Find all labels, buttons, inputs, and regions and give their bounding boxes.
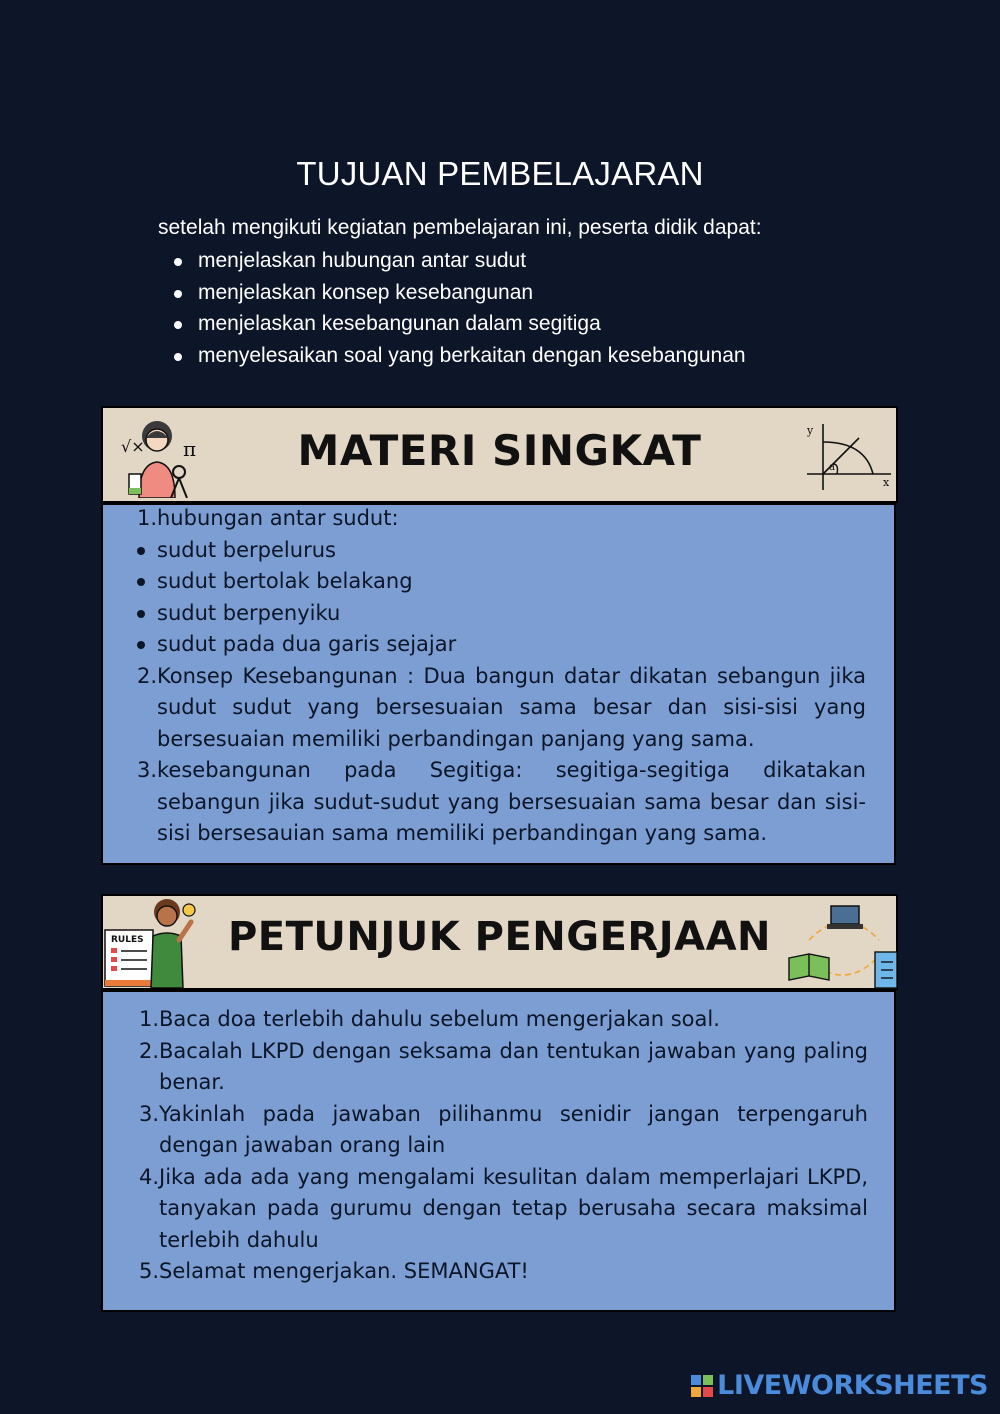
item-number: 2. — [138, 1038, 159, 1063]
item-text: kesebangunan pada Segitiga: segitiga-segitiga dikatakan sebangun jika sudut-sudut yang bersesuaian sama besar dan sisi-sisi bersesauian sama memiliki perbandingan yang sama. — [157, 758, 866, 845]
item-text: sudut bertolak belakang — [157, 569, 413, 593]
list-item — [133, 629, 866, 661]
list-item — [133, 661, 866, 756]
svg-text:x: x — [883, 476, 890, 489]
petunjuk-banner — [101, 894, 898, 990]
list-item — [133, 598, 866, 630]
item-text: Bacalah LKPD dengan seksama dan tentukan jawaban yang paling benar. — [159, 1038, 868, 1094]
materi-banner — [101, 406, 898, 503]
list-item — [133, 503, 866, 535]
item-number: 1. — [136, 506, 157, 530]
list-item: menjelaskan kesebangunan dalam segitiga — [198, 310, 746, 342]
list-item — [135, 1256, 868, 1288]
list-item — [135, 1036, 868, 1099]
list-item: menjelaskan konsep kesebangunan — [198, 279, 746, 311]
list-item: menyelesaikan soal yang berkaitan dengan kesebangunan — [198, 342, 746, 374]
page-title: TUJUAN PEMBELAJARAN — [296, 155, 704, 192]
bullet — [133, 566, 157, 598]
item-number: 5. — [138, 1259, 159, 1283]
svg-text:a: a — [829, 462, 835, 473]
item-number: 4. — [138, 1164, 159, 1189]
petunjuk-title: PETUNJUK PENGERJAAN — [227, 914, 771, 960]
list-item — [133, 755, 866, 850]
item-text: Konsep Kesebangunan : Dua bangun datar dikatan sebangun jika sudut sudut yang bersesuaian sama besar dan sisi-sisi yang bersesuaian memiliki perbandingan panjang yang sama. — [157, 663, 866, 751]
petunjuk-panel — [101, 990, 896, 1312]
logo-grid-icon — [691, 1375, 713, 1397]
svg-text:π: π — [183, 437, 197, 461]
list-item — [133, 566, 866, 598]
list-item — [135, 1004, 868, 1036]
svg-text:√×: √× — [121, 437, 145, 456]
item-number: 3. — [136, 758, 157, 782]
item-text: Baca doa terlebih dahulu sebelum mengerjakan soal. — [159, 1007, 720, 1031]
item-text: sudut berpelurus — [157, 537, 336, 562]
angle-graph-icon — [803, 420, 895, 492]
tujuan-list — [198, 247, 746, 373]
bullet — [133, 535, 157, 567]
materi-content — [133, 503, 866, 850]
list-item: menjelaskan hubungan antar sudut — [198, 247, 746, 279]
list-item — [135, 1162, 868, 1257]
svg-text:y: y — [807, 424, 814, 437]
study-tools-icon — [787, 900, 897, 992]
item-text: hubungan antar sudut: — [157, 506, 399, 530]
rules-label: RULES — [111, 935, 144, 945]
item-text: Selamat mengerjakan. SEMANGAT! — [159, 1259, 529, 1283]
petunjuk-content — [135, 1004, 868, 1288]
brand-name: LIVEWORKSHEETS — [717, 1370, 988, 1401]
item-text: sudut pada dua garis sejajar — [157, 632, 457, 656]
materi-panel — [101, 503, 896, 865]
item-number: 2. — [136, 663, 157, 688]
item-text: Yakinlah pada jawaban pilihanmu senidir jangan terpengaruh dengan jawaban orang lain — [159, 1101, 868, 1157]
materi-title: MATERI SINGKAT — [297, 426, 702, 475]
item-text: sudut berpenyiku — [157, 600, 341, 625]
bullet — [133, 629, 157, 661]
list-item — [135, 1099, 868, 1162]
liveworksheets-logo[interactable] — [691, 1370, 988, 1401]
bullet — [133, 598, 157, 630]
tujuan-intro: setelah mengikuti kegiatan pembelajaran ini, peserta didik dapat: — [158, 216, 762, 239]
item-number: 3. — [138, 1101, 159, 1126]
list-item — [133, 535, 866, 567]
item-text: Jika ada ada yang mengalami kesulitan dalam memperlajari LKPD, tanyakan pada gurumu dengan tetap berusaha secara maksimal terlebih dahulu — [159, 1164, 868, 1252]
item-number: 1. — [138, 1007, 159, 1031]
